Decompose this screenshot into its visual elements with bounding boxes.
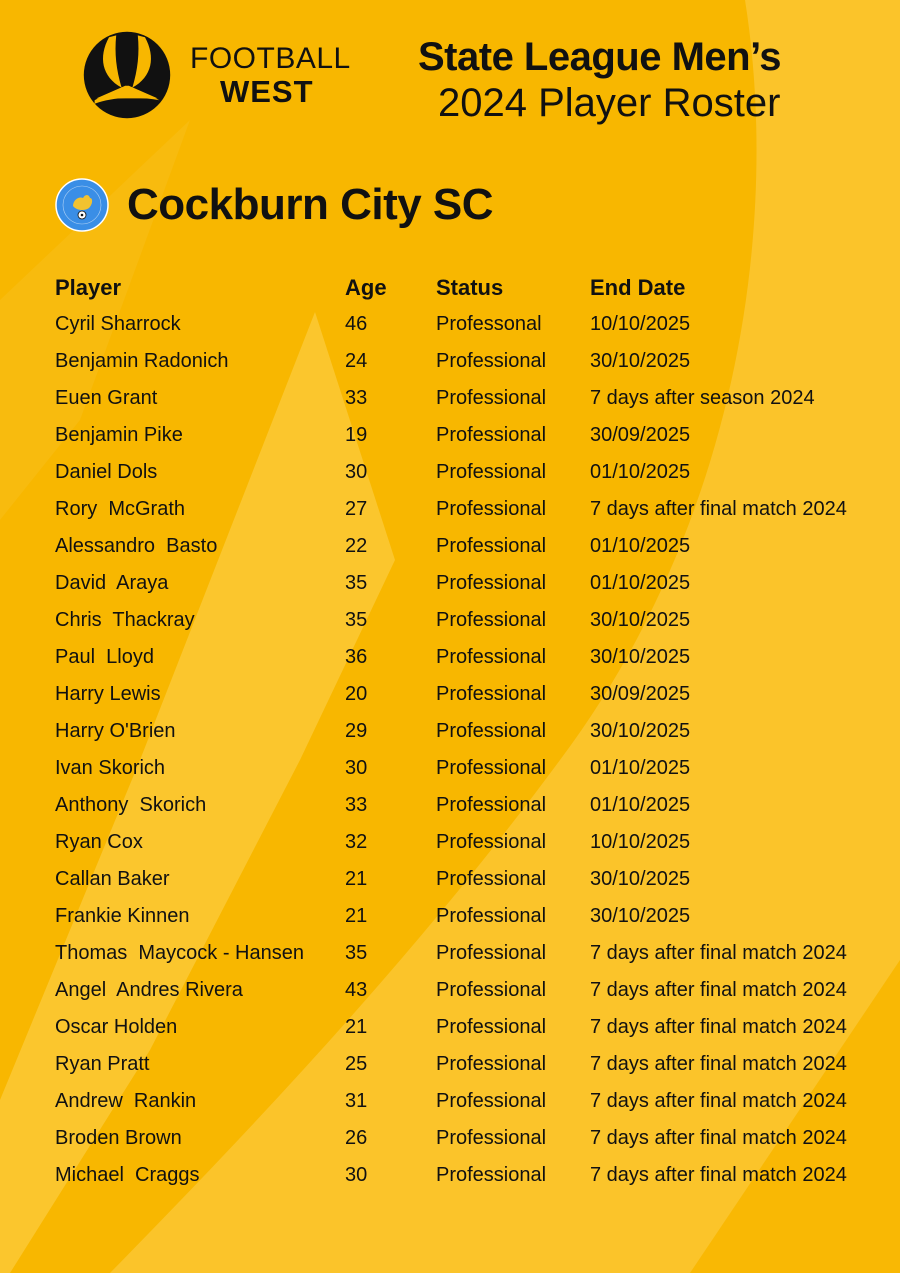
player-name: David Araya [55,572,169,594]
table-row [55,602,890,639]
table-row [55,454,890,491]
player-status: Professional [436,831,547,853]
player-end-date: 10/10/2025 [590,313,691,335]
player-status: Professional [436,424,547,446]
player-age: 20 [345,683,368,705]
player-end-date: 01/10/2025 [590,461,691,483]
player-age: 30 [345,1164,368,1186]
player-end-date: 7 days after final match 2024 [590,942,847,964]
player-end-date: 10/10/2025 [590,831,691,853]
table-row [55,787,890,824]
player-age: 35 [345,572,368,594]
player-age: 33 [345,794,368,816]
table-header-row [55,270,890,306]
player-end-date: 7 days after final match 2024 [590,1016,847,1038]
player-age: 43 [345,979,368,1001]
player-end-date: 30/10/2025 [590,905,691,927]
table-row [55,380,890,417]
player-status: Professional [436,572,547,594]
table-row [55,861,890,898]
player-end-date: 7 days after season 2024 [590,387,815,409]
player-name: Cyril Sharrock [55,313,181,335]
player-status: Professional [436,1090,547,1112]
table-row [55,824,890,861]
player-status: Professional [436,387,547,409]
player-name: Ryan Cox [55,831,143,853]
player-end-date: 01/10/2025 [590,757,691,779]
player-age: 30 [345,461,368,483]
table-row [55,1083,890,1120]
table-row [55,417,890,454]
player-status: Professonal [436,313,542,335]
player-end-date: 30/09/2025 [590,683,691,705]
player-name: Callan Baker [55,868,170,890]
brand-line-2: WEST [220,73,314,109]
player-status: Professional [436,1016,547,1038]
player-end-date: 7 days after final match 2024 [590,498,847,520]
table-row [55,1157,890,1194]
player-name: Ryan Pratt [55,1053,150,1075]
roster-table [55,270,890,1194]
player-end-date: 7 days after final match 2024 [590,1164,847,1186]
football-west-logo [82,30,351,120]
player-name: Oscar Holden [55,1016,178,1038]
player-status: Professional [436,350,547,372]
table-row [55,343,890,380]
player-end-date: 30/09/2025 [590,424,691,446]
player-name: Andrew Rankin [55,1090,197,1112]
table-row [55,935,890,972]
player-status: Professional [436,979,547,1001]
player-age: 30 [345,757,368,779]
player-status: Professional [436,683,547,705]
player-age: 26 [345,1127,368,1149]
page-title [418,34,781,126]
title-line-1: State League Men’s [418,35,781,79]
player-status: Professional [436,498,547,520]
player-status: Professional [436,868,547,890]
player-name: Benjamin Pike [55,424,183,446]
player-age: 35 [345,609,368,631]
player-name: Frankie Kinnen [55,905,190,927]
player-age: 22 [345,535,368,557]
player-age: 21 [345,868,368,890]
player-name: Harry O'Brien [55,720,176,742]
player-name: Angel Andres Rivera [55,979,243,1001]
player-age: 24 [345,350,368,372]
player-status: Professional [436,646,547,668]
table-row [55,306,890,343]
player-status: Professional [436,757,547,779]
player-name: Harry Lewis [55,683,161,705]
player-age: 36 [345,646,368,668]
player-status: Professional [436,535,547,557]
player-name: Euen Grant [55,387,158,409]
player-age: 25 [345,1053,368,1075]
player-age: 29 [345,720,368,742]
player-end-date: 7 days after final match 2024 [590,979,847,1001]
player-end-date: 7 days after final match 2024 [590,1090,847,1112]
column-header-age: Age [345,275,387,300]
player-name: Alessandro Basto [55,535,218,557]
football-west-ball-icon [82,30,172,120]
player-age: 46 [345,313,368,335]
table-row [55,1009,890,1046]
player-status: Professional [436,942,547,964]
player-end-date: 30/10/2025 [590,609,691,631]
player-age: 35 [345,942,368,964]
player-status: Professional [436,794,547,816]
player-name: Broden Brown [55,1127,182,1149]
player-end-date: 30/10/2025 [590,646,691,668]
player-end-date: 30/10/2025 [590,350,691,372]
player-status: Professional [436,720,547,742]
player-age: 21 [345,905,368,927]
table-row [55,750,890,787]
player-status: Professional [436,461,547,483]
brand-line-1: FOOTBALL [190,41,351,75]
player-age: 31 [345,1090,368,1112]
player-name: Thomas Maycock - Hansen [55,942,304,964]
player-name: Paul Lloyd [55,646,154,668]
player-end-date: 7 days after final match 2024 [590,1127,847,1149]
column-header-end-date: End Date [590,275,686,300]
player-name: Rory McGrath [55,498,186,520]
player-age: 32 [345,831,368,853]
player-end-date: 30/10/2025 [590,868,691,890]
player-end-date: 01/10/2025 [590,572,691,594]
table-row [55,528,890,565]
table-row [55,972,890,1009]
table-row [55,639,890,676]
player-name: Anthony Skorich [55,794,207,816]
player-status: Professional [436,1127,547,1149]
player-age: 27 [345,498,368,520]
table-row [55,1046,890,1083]
table-row [55,898,890,935]
player-status: Professional [436,609,547,631]
player-age: 21 [345,1016,368,1038]
club-name: Cockburn City SC [127,180,494,229]
player-status: Professional [436,1053,547,1075]
player-name: Daniel Dols [55,461,158,483]
cockburn-city-badge-icon [55,178,109,232]
title-line-2: 2024 Player Roster [438,81,781,125]
player-end-date: 7 days after final match 2024 [590,1053,847,1075]
player-name: Benjamin Radonich [55,350,229,372]
table-row [55,491,890,528]
player-age: 33 [345,387,368,409]
player-name: Ivan Skorich [55,757,166,779]
player-name: Chris Thackray [55,609,195,631]
table-row [55,1120,890,1157]
club-header [55,178,493,232]
table-row [55,565,890,602]
player-name: Michael Craggs [55,1164,200,1186]
table-row [55,676,890,713]
player-end-date: 30/10/2025 [590,720,691,742]
player-status: Professional [436,905,547,927]
player-status: Professional [436,1164,547,1186]
column-header-player: Player [55,275,122,300]
column-header-status: Status [436,275,504,300]
player-end-date: 01/10/2025 [590,794,691,816]
table-row [55,713,890,750]
player-age: 19 [345,424,368,446]
player-end-date: 01/10/2025 [590,535,691,557]
